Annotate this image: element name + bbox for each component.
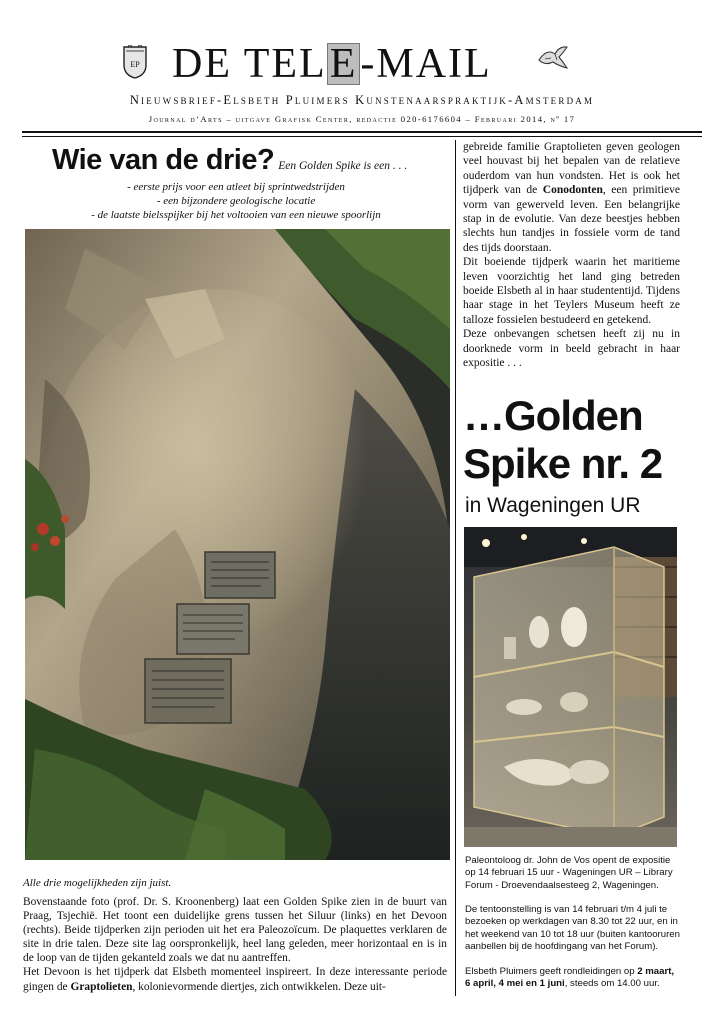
hours-text: De tentoonstelling is van 14 februari t/m 4 juli te bezoeken op werkdagen van 8.30 tot 22 uur, en in het weekend van 10 tot 18 uur (buiten kantooruren aanbellen bij de hoofdingang van het Forum). bbox=[465, 904, 680, 953]
journal-line: Journal d’Arts – uitgave Grafisk Center, redactie 020-6176604 – Februari 2014, nº 17 bbox=[148, 114, 576, 124]
plaque-3 bbox=[145, 659, 231, 723]
opening-text: Paleontoloog dr. John de Vos opent de expositie op 14 februari 15 uur - Wageningen UR – Library Forum - Droevendaalsesteeg 2, Wageningen. bbox=[465, 855, 673, 891]
option-item: - een bijzondere geologische locatie bbox=[156, 195, 316, 207]
opening-info bbox=[465, 855, 680, 892]
headline-question: Wie van de drie? bbox=[52, 144, 275, 176]
graptolieten-term: Graptolieten bbox=[70, 980, 133, 993]
plaque-2 bbox=[177, 604, 249, 654]
golden-spike-rock-photo bbox=[25, 229, 450, 860]
column-divider bbox=[455, 140, 456, 996]
masthead-rule bbox=[22, 131, 702, 133]
plaque-1 bbox=[205, 552, 275, 598]
masthead-rule-thin bbox=[22, 136, 702, 137]
article1-para2: Het Devoon is het tijdperk dat Elsbeth momenteel inspireert. In deze interessante periode gingen de Graptolieten, kolonievormende diertjes, zich ontwikkelen. Deze uit- bbox=[23, 966, 447, 993]
title-e-box: E bbox=[327, 43, 361, 85]
options-list bbox=[30, 180, 442, 222]
title-part1: DE TEL bbox=[172, 41, 327, 87]
ep-crest-logo bbox=[121, 45, 149, 79]
cont-para2: Dit boeiende tijdperk waarin het maritieme leven voorzichtig het land ging betreden boeide Elsbeth al in haar studententijd. Tijdens haar stage in het Teylers Museum heeft ze talloze fossielen bestudeerd en getekend. bbox=[463, 256, 680, 326]
title-part2: -MAIL bbox=[360, 41, 492, 87]
article1-body bbox=[23, 895, 447, 994]
cont-para1: gebreide familie Graptolieten geven geologen veel houvast bij het bepalen van de relatieve ouderdom van hun vondsten. Het is ook het tijdperk van de Conodonten, een primitieve vorm van gewerveld leven. Een belangrijke stap in de evolutie. Van deze beestjes hebben slechts hun tandjes in fossiele vorm de tand des tijds doorstaan. bbox=[463, 141, 680, 254]
headline-tail: Een Golden Spike is een . . . bbox=[278, 160, 408, 172]
hours-info bbox=[465, 904, 680, 954]
photo-caption: Alle drie mogelijkheden zijn juist. bbox=[23, 877, 172, 889]
bird-icon bbox=[537, 44, 569, 72]
golden-headline-line2: Spike nr. 2 bbox=[463, 440, 663, 487]
article1-para1: Bovenstaande foto (prof. Dr. S. Kroonenberg) laat een Golden Spike zien in de buurt van Praag, Tsjechië. Het toont een duidelijke grens tussen het Siluur (links) en het Devoon (rechts). Beide tijdperken zijn perioden uit het era Paleozoïcum. De plaquettes verklaren de site in drie talen. Deze site lag oorspronkelijk, heel lang geleden, meer horizontaal en is in de loop van de tijden gekanteld zoals we dat nu aantreffen. bbox=[23, 896, 447, 965]
tours-text: Elsbeth Pluimers geeft rondleidingen op 2 maart, 6 april, 4 mei en 1 juni, steeds om 14.00 uur. bbox=[465, 966, 675, 990]
article2-continuation bbox=[463, 140, 680, 371]
option-item: - de laatste bielsspijker bij het voltooien van een nieuwe spoorlijn bbox=[91, 209, 381, 221]
masthead-title bbox=[172, 40, 562, 88]
option-item: - eerste prijs voor een atleet bij sprintwedstrijden bbox=[127, 181, 345, 193]
tours-info bbox=[465, 966, 680, 991]
golden-headline-line1: …Golden bbox=[463, 392, 643, 439]
conodonten-term: Conodonten bbox=[542, 184, 603, 197]
exhibition-vitrine-photo bbox=[464, 527, 677, 847]
article1-headline bbox=[52, 144, 452, 177]
golden-spike-headline bbox=[463, 392, 703, 488]
cont-para3: Deze onbevangen schetsen heeft zij nu in doorknede vorm in beeld gebracht in haar expositie . . . bbox=[463, 328, 680, 370]
newsletter-subtitle: Nieuwsbrief-Elsbeth Pluimers Kunstenaarspraktijk-Amsterdam bbox=[129, 93, 595, 107]
logo-initials: EP bbox=[130, 60, 140, 69]
tour-dates: 2 maart, 6 april, 4 mei en 1 juni bbox=[465, 966, 675, 990]
location-subheadline: in Wageningen UR bbox=[465, 494, 641, 517]
